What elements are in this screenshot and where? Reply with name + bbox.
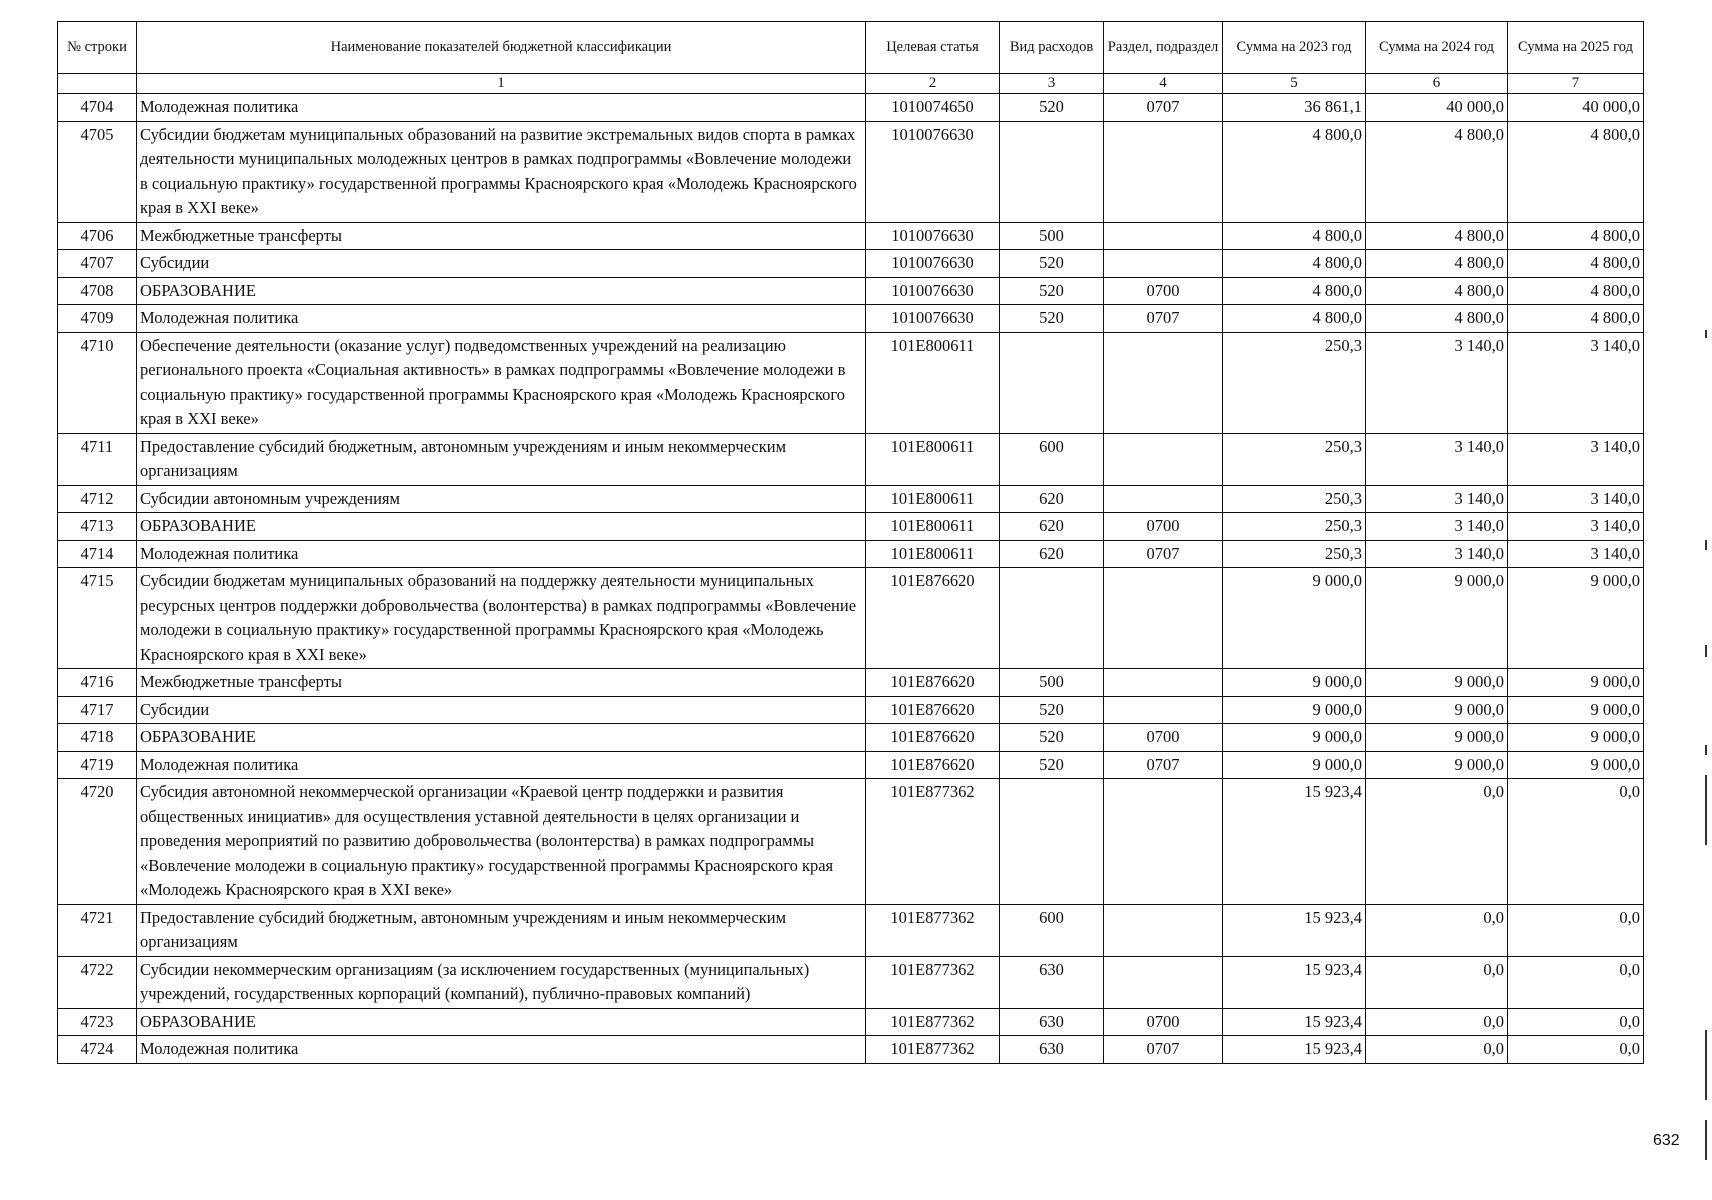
section-cell — [1104, 779, 1223, 905]
indicator-name-cell: Субсидии бюджетам муниципальных образований на развитие экстремальных видов спорта в рамках деятельности муниципальных молодежных центров в рамках подпрограммы «Вовлечение молодежи в социальную практику» государственной программы Красноярского края «Молодежь Красноярского края в XXI веке» — [137, 121, 866, 222]
row-number-cell: 4708 — [58, 277, 137, 305]
sum-2025-cell: 0,0 — [1508, 1036, 1644, 1064]
sum-2025-cell: 9 000,0 — [1508, 696, 1644, 724]
expense-type-cell — [1000, 121, 1104, 222]
table-row — [58, 485, 1644, 513]
sum-2025-cell: 40 000,0 — [1508, 94, 1644, 122]
sum-2023-cell: 15 923,4 — [1223, 779, 1366, 905]
sum-2023-cell: 9 000,0 — [1223, 568, 1366, 669]
header-sum-2024: Сумма на 2024 год — [1366, 22, 1508, 74]
scan-margin-mark — [1705, 1120, 1707, 1160]
indicator-name-cell: Субсидии некоммерческим организациям (за исключением государственных (муниципальных) учреждений, государственных корпораций (компаний), публично-правовых компаний) — [137, 956, 866, 1008]
section-cell: 0700 — [1104, 1008, 1223, 1036]
target-article-cell: 101E877362 — [866, 1036, 1000, 1064]
column-number: 5 — [1223, 74, 1366, 94]
row-number-cell: 4724 — [58, 1036, 137, 1064]
sum-2023-cell: 4 800,0 — [1223, 222, 1366, 250]
expense-type-cell: 630 — [1000, 1008, 1104, 1036]
indicator-name-cell: Молодежная политика — [137, 305, 866, 333]
table-row — [58, 433, 1644, 485]
indicator-name-cell: Субсидии — [137, 250, 866, 278]
expense-type-cell: 620 — [1000, 485, 1104, 513]
row-number-cell: 4715 — [58, 568, 137, 669]
target-article-cell: 1010076630 — [866, 305, 1000, 333]
table-row — [58, 250, 1644, 278]
sum-2024-cell: 4 800,0 — [1366, 277, 1508, 305]
page-number: 632 — [1653, 1132, 1680, 1149]
table-row — [58, 669, 1644, 697]
indicator-name-cell: Межбюджетные трансферты — [137, 222, 866, 250]
indicator-name-cell: Межбюджетные трансферты — [137, 669, 866, 697]
expense-type-cell: 520 — [1000, 277, 1104, 305]
section-cell — [1104, 669, 1223, 697]
section-cell — [1104, 433, 1223, 485]
scan-margin-mark — [1705, 330, 1707, 338]
sum-2024-cell: 4 800,0 — [1366, 222, 1508, 250]
section-cell — [1104, 904, 1223, 956]
row-number-cell: 4706 — [58, 222, 137, 250]
expense-type-cell: 620 — [1000, 513, 1104, 541]
scan-margin-mark — [1705, 1030, 1707, 1100]
section-cell — [1104, 696, 1223, 724]
column-number: 1 — [137, 74, 866, 94]
sum-2024-cell: 3 140,0 — [1366, 332, 1508, 433]
indicator-name-cell: Обеспечение деятельности (оказание услуг) подведомственных учреждений на реализацию регионального проекта «Социальная активность» в рамках подпрограммы «Вовлечение молодежи в социальную практику» государственной программы Красноярского края «Молодежь Красноярского края в XXI веке» — [137, 332, 866, 433]
sum-2023-cell: 36 861,1 — [1223, 94, 1366, 122]
target-article-cell: 1010076630 — [866, 121, 1000, 222]
target-article-cell: 101E877362 — [866, 1008, 1000, 1036]
header-target-article: Целевая статья — [866, 22, 1000, 74]
row-number-cell: 4722 — [58, 956, 137, 1008]
row-number-cell: 4716 — [58, 669, 137, 697]
sum-2024-cell: 0,0 — [1366, 1008, 1508, 1036]
expense-type-cell: 600 — [1000, 433, 1104, 485]
expense-type-cell: 520 — [1000, 724, 1104, 752]
expense-type-cell: 500 — [1000, 222, 1104, 250]
table-row — [58, 332, 1644, 433]
row-number-cell: 4718 — [58, 724, 137, 752]
sum-2024-cell: 3 140,0 — [1366, 540, 1508, 568]
header-sum-2025: Сумма на 2025 год — [1508, 22, 1644, 74]
sum-2024-cell: 4 800,0 — [1366, 305, 1508, 333]
expense-type-cell: 630 — [1000, 956, 1104, 1008]
indicator-name-cell: Молодежная политика — [137, 540, 866, 568]
table-row — [58, 277, 1644, 305]
table-row — [58, 956, 1644, 1008]
table-row — [58, 904, 1644, 956]
scan-margin-mark — [1705, 745, 1707, 755]
sum-2025-cell: 3 140,0 — [1508, 540, 1644, 568]
row-number-cell: 4723 — [58, 1008, 137, 1036]
table-head — [58, 22, 1644, 94]
scan-margin-mark — [1705, 645, 1707, 657]
sum-2023-cell: 9 000,0 — [1223, 724, 1366, 752]
target-article-cell: 101E877362 — [866, 956, 1000, 1008]
header-row-number: № строки — [58, 22, 137, 74]
table-row — [58, 568, 1644, 669]
sum-2025-cell: 4 800,0 — [1508, 277, 1644, 305]
section-cell — [1104, 332, 1223, 433]
sum-2025-cell: 0,0 — [1508, 779, 1644, 905]
section-cell: 0707 — [1104, 751, 1223, 779]
sum-2024-cell: 0,0 — [1366, 904, 1508, 956]
target-article-cell: 101E876620 — [866, 724, 1000, 752]
expense-type-cell: 600 — [1000, 904, 1104, 956]
section-cell: 0700 — [1104, 277, 1223, 305]
sum-2025-cell: 3 140,0 — [1508, 513, 1644, 541]
sum-2023-cell: 9 000,0 — [1223, 696, 1366, 724]
target-article-cell: 101E800611 — [866, 332, 1000, 433]
table-row — [58, 724, 1644, 752]
section-cell: 0707 — [1104, 305, 1223, 333]
header-row — [58, 22, 1644, 74]
sum-2024-cell: 9 000,0 — [1366, 669, 1508, 697]
sum-2025-cell: 4 800,0 — [1508, 222, 1644, 250]
indicator-name-cell: Молодежная политика — [137, 1036, 866, 1064]
section-cell: 0700 — [1104, 724, 1223, 752]
table-row — [58, 121, 1644, 222]
row-number-cell: 4713 — [58, 513, 137, 541]
sum-2023-cell: 15 923,4 — [1223, 1008, 1366, 1036]
sum-2023-cell: 9 000,0 — [1223, 669, 1366, 697]
sum-2025-cell: 9 000,0 — [1508, 724, 1644, 752]
column-number: 4 — [1104, 74, 1223, 94]
expense-type-cell: 620 — [1000, 540, 1104, 568]
section-cell: 0707 — [1104, 540, 1223, 568]
target-article-cell: 101E876620 — [866, 568, 1000, 669]
table-row — [58, 222, 1644, 250]
sum-2024-cell: 3 140,0 — [1366, 513, 1508, 541]
target-article-cell: 101E800611 — [866, 433, 1000, 485]
section-cell: 0707 — [1104, 94, 1223, 122]
column-number: 7 — [1508, 74, 1644, 94]
sum-2023-cell: 4 800,0 — [1223, 277, 1366, 305]
indicator-name-cell: Предоставление субсидий бюджетным, автономным учреждениям и иным некоммерческим организациям — [137, 904, 866, 956]
header-expense-type: Вид расходов — [1000, 22, 1104, 74]
row-number-cell: 4707 — [58, 250, 137, 278]
indicator-name-cell: ОБРАЗОВАНИЕ — [137, 1008, 866, 1036]
indicator-name-cell: Субсидии — [137, 696, 866, 724]
table-row — [58, 1036, 1644, 1064]
row-number-cell: 4710 — [58, 332, 137, 433]
sum-2025-cell: 9 000,0 — [1508, 751, 1644, 779]
expense-type-cell: 520 — [1000, 250, 1104, 278]
table-row — [58, 513, 1644, 541]
sum-2024-cell: 3 140,0 — [1366, 485, 1508, 513]
sum-2023-cell: 250,3 — [1223, 540, 1366, 568]
sum-2024-cell: 4 800,0 — [1366, 250, 1508, 278]
row-number-cell: 4719 — [58, 751, 137, 779]
section-cell — [1104, 568, 1223, 669]
header-section: Раздел, подраздел — [1104, 22, 1223, 74]
column-number-row — [58, 74, 1644, 94]
indicator-name-cell: ОБРАЗОВАНИЕ — [137, 277, 866, 305]
sum-2024-cell: 9 000,0 — [1366, 696, 1508, 724]
indicator-name-cell: Молодежная политика — [137, 94, 866, 122]
indicator-name-cell: Субсидии бюджетам муниципальных образований на поддержку деятельности муниципальных ресурсных центров поддержки добровольчества (волонтерства) в рамках подпрограммы «Вовлечение молодежи в социальную практику» государственной программы Красноярского края «Молодежь Красноярского края в XXI веке» — [137, 568, 866, 669]
sum-2024-cell: 4 800,0 — [1366, 121, 1508, 222]
sum-2024-cell: 0,0 — [1366, 1036, 1508, 1064]
sum-2024-cell: 9 000,0 — [1366, 568, 1508, 669]
section-cell — [1104, 956, 1223, 1008]
section-cell — [1104, 250, 1223, 278]
scan-margin-mark — [1705, 540, 1707, 550]
target-article-cell: 101E877362 — [866, 904, 1000, 956]
section-cell: 0707 — [1104, 1036, 1223, 1064]
sum-2025-cell: 4 800,0 — [1508, 250, 1644, 278]
sum-2023-cell: 4 800,0 — [1223, 305, 1366, 333]
target-article-cell: 101E876620 — [866, 696, 1000, 724]
target-article-cell: 101E877362 — [866, 779, 1000, 905]
sum-2025-cell: 3 140,0 — [1508, 485, 1644, 513]
sum-2023-cell: 4 800,0 — [1223, 250, 1366, 278]
sum-2024-cell: 9 000,0 — [1366, 751, 1508, 779]
column-number — [58, 74, 137, 94]
sum-2023-cell: 250,3 — [1223, 433, 1366, 485]
sum-2025-cell: 0,0 — [1508, 956, 1644, 1008]
sum-2023-cell: 15 923,4 — [1223, 904, 1366, 956]
expense-type-cell — [1000, 779, 1104, 905]
expense-type-cell — [1000, 568, 1104, 669]
section-cell — [1104, 222, 1223, 250]
expense-type-cell: 520 — [1000, 305, 1104, 333]
expense-type-cell — [1000, 332, 1104, 433]
sum-2025-cell: 3 140,0 — [1508, 332, 1644, 433]
column-number: 3 — [1000, 74, 1104, 94]
sum-2023-cell: 15 923,4 — [1223, 956, 1366, 1008]
row-number-cell: 4711 — [58, 433, 137, 485]
row-number-cell: 4717 — [58, 696, 137, 724]
row-number-cell: 4721 — [58, 904, 137, 956]
target-article-cell: 1010076630 — [866, 277, 1000, 305]
table-body — [58, 94, 1644, 1064]
target-article-cell: 101E800611 — [866, 485, 1000, 513]
expense-type-cell: 520 — [1000, 696, 1104, 724]
expense-type-cell: 500 — [1000, 669, 1104, 697]
sum-2025-cell: 9 000,0 — [1508, 568, 1644, 669]
target-article-cell: 101E800611 — [866, 540, 1000, 568]
section-cell — [1104, 485, 1223, 513]
row-number-cell: 4720 — [58, 779, 137, 905]
row-number-cell: 4714 — [58, 540, 137, 568]
expense-type-cell: 520 — [1000, 751, 1104, 779]
target-article-cell: 1010076630 — [866, 250, 1000, 278]
sum-2023-cell: 250,3 — [1223, 332, 1366, 433]
target-article-cell: 1010074650 — [866, 94, 1000, 122]
row-number-cell: 4704 — [58, 94, 137, 122]
sum-2024-cell: 3 140,0 — [1366, 433, 1508, 485]
indicator-name-cell: Предоставление субсидий бюджетным, автономным учреждениям и иным некоммерческим организациям — [137, 433, 866, 485]
sum-2024-cell: 0,0 — [1366, 956, 1508, 1008]
table-row — [58, 696, 1644, 724]
sum-2024-cell: 40 000,0 — [1366, 94, 1508, 122]
target-article-cell: 101E800611 — [866, 513, 1000, 541]
expense-type-cell: 630 — [1000, 1036, 1104, 1064]
target-article-cell: 101E876620 — [866, 751, 1000, 779]
indicator-name-cell: Субсидия автономной некоммерческой организации «Краевой центр поддержки и развития общественных инициатив» для осуществления уставной деятельности в целях организации и проведения мероприятий по развитию добровольчества (волонтерства) в рамках подпрограммы «Вовлечение молодежи в социальную практику» государственной программы Красноярского края «Молодежь Красноярского края в XXI веке» — [137, 779, 866, 905]
sum-2025-cell: 0,0 — [1508, 904, 1644, 956]
column-number: 2 — [866, 74, 1000, 94]
table-row — [58, 305, 1644, 333]
sum-2024-cell: 9 000,0 — [1366, 724, 1508, 752]
sum-2023-cell: 9 000,0 — [1223, 751, 1366, 779]
column-number: 6 — [1366, 74, 1508, 94]
row-number-cell: 4705 — [58, 121, 137, 222]
budget-table — [57, 21, 1644, 1064]
indicator-name-cell: ОБРАЗОВАНИЕ — [137, 513, 866, 541]
sum-2025-cell: 3 140,0 — [1508, 433, 1644, 485]
indicator-name-cell: ОБРАЗОВАНИЕ — [137, 724, 866, 752]
section-cell: 0700 — [1104, 513, 1223, 541]
table-row — [58, 779, 1644, 905]
indicator-name-cell: Субсидии автономным учреждениям — [137, 485, 866, 513]
indicator-name-cell: Молодежная политика — [137, 751, 866, 779]
header-indicator-name: Наименование показателей бюджетной классификации — [137, 22, 866, 74]
sum-2023-cell: 4 800,0 — [1223, 121, 1366, 222]
section-cell — [1104, 121, 1223, 222]
sum-2024-cell: 0,0 — [1366, 779, 1508, 905]
sum-2025-cell: 0,0 — [1508, 1008, 1644, 1036]
sum-2023-cell: 250,3 — [1223, 485, 1366, 513]
target-article-cell: 101E876620 — [866, 669, 1000, 697]
scan-margin-mark — [1705, 775, 1707, 845]
target-article-cell: 1010076630 — [866, 222, 1000, 250]
sum-2023-cell: 250,3 — [1223, 513, 1366, 541]
header-sum-2023: Сумма на 2023 год — [1223, 22, 1366, 74]
table-row — [58, 751, 1644, 779]
table-row — [58, 94, 1644, 122]
sum-2025-cell: 4 800,0 — [1508, 305, 1644, 333]
sum-2025-cell: 9 000,0 — [1508, 669, 1644, 697]
sum-2025-cell: 4 800,0 — [1508, 121, 1644, 222]
table-row — [58, 1008, 1644, 1036]
table-row — [58, 540, 1644, 568]
row-number-cell: 4712 — [58, 485, 137, 513]
row-number-cell: 4709 — [58, 305, 137, 333]
expense-type-cell: 520 — [1000, 94, 1104, 122]
sum-2023-cell: 15 923,4 — [1223, 1036, 1366, 1064]
